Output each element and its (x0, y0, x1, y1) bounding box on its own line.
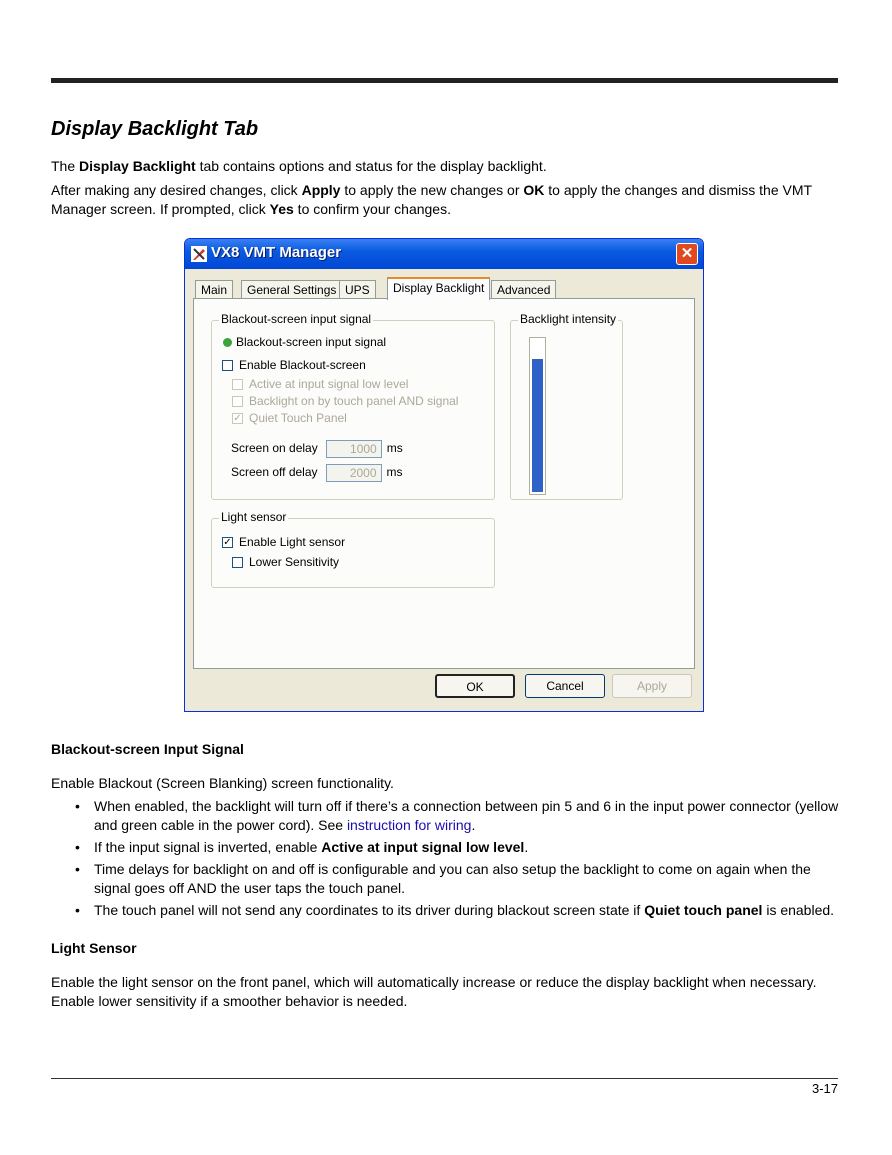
apply-button[interactable]: Apply (612, 674, 692, 698)
bottom-rule (51, 1078, 838, 1079)
page-number: 3-17 (811, 1081, 838, 1096)
tab-ups[interactable]: UPS (339, 280, 376, 299)
list-item: • The touch panel will not send any coordinates to its driver during blackout screen state if Quiet touch panel is enabled. (51, 901, 841, 920)
checkmark-icon: ✓ (233, 413, 242, 425)
blackout-bullet-list (51, 797, 841, 923)
lower-sensitivity-checkbox[interactable]: Lower Sensitivity (232, 555, 339, 569)
backlight-intensity-label: Backlight intensity (520, 312, 617, 326)
blackout-group-label: Blackout-screen input signal (221, 312, 372, 326)
screen-off-delay-row: Screen off delay 2000 ms (231, 465, 403, 480)
enable-blackout-checkbox[interactable]: Enable Blackout-screen (222, 358, 366, 372)
light-sensor-section-text: Enable the light sensor on the front panel, which will automatically increase or reduce the display backlight when necessary. Enable lower sensitivity if a smoother behavior is needed. (51, 974, 817, 1009)
window-title: VX8 VMT Manager (211, 244, 342, 261)
light-sensor-section-heading: Light Sensor (51, 940, 137, 956)
backlight-intensity-group (510, 312, 623, 500)
screen-on-delay-row: Screen on delay 1000 ms (231, 441, 403, 456)
blackout-group (211, 312, 495, 500)
active-low-checkbox[interactable]: Active at input signal low level (232, 377, 408, 391)
enable-light-sensor-checkbox[interactable]: ✓ Enable Light sensor (223, 535, 346, 549)
backlight-touch-checkbox[interactable]: Backlight on by touch panel AND signal (232, 394, 458, 408)
list-item: • If the input signal is inverted, enable Active at input signal low level. (51, 838, 841, 857)
backlight-intensity-fill (532, 359, 543, 492)
app-icon (191, 246, 207, 262)
checkmark-icon: ✓ (223, 537, 232, 549)
blackout-section-text: Enable Blackout (Screen Blanking) screen functionality. (51, 775, 394, 791)
list-item: • Time delays for backlight on and off is configurable and you can also setup the backlight to come on again when the signal goes off AND the user taps the touch panel. (51, 860, 841, 898)
tab-advanced[interactable]: Advanced (491, 280, 556, 299)
blackout-section-heading: Blackout-screen Input Signal (51, 741, 244, 757)
close-button[interactable] (676, 243, 698, 265)
light-sensor-label: Light sensor (221, 510, 287, 524)
tab-panel (193, 298, 695, 669)
quiet-touch-checkbox[interactable]: ✓ Quiet Touch Panel (233, 411, 347, 425)
status-led-icon (223, 338, 232, 347)
ok-button[interactable]: OK (435, 674, 515, 698)
close-icon: ✕ (680, 245, 694, 262)
tab-general-settings[interactable]: General Settings (241, 280, 342, 299)
intro-paragraph-2: After making any desired changes, click Apply to apply the new changes or OK to apply the changes and dismiss the VMT Manager screen. If prompted, click Yes to confirm your changes. (51, 182, 812, 217)
checkbox-icon (232, 557, 243, 568)
vmt-manager-window (184, 238, 704, 712)
top-rule (51, 78, 838, 83)
page-title: Display Backlight Tab (51, 118, 259, 140)
screen-on-delay-input[interactable]: 1000 (326, 440, 382, 458)
title-bar[interactable] (185, 239, 703, 269)
wiring-instruction-link[interactable]: instruction for wiring (346, 817, 472, 833)
blackout-indicator: Blackout-screen input signal (223, 335, 386, 349)
list-item: • When enabled, the backlight will turn off if there’s a connection between pin 5 and 6 in the input power connector (yellow and green cable in the power cord). See instruction for wiring. (51, 797, 841, 835)
tab-display-backlight[interactable]: Display Backlight (387, 277, 490, 300)
light-sensor-group (211, 510, 495, 588)
checkbox-icon (222, 360, 233, 371)
screen-off-delay-input[interactable]: 2000 (326, 464, 382, 482)
intro-paragraph-1: The Display Backlight tab contains options and status for the display backlight. (51, 158, 547, 174)
checkbox-icon (232, 396, 243, 407)
checkbox-icon (232, 379, 243, 390)
cancel-button[interactable]: Cancel (525, 674, 605, 698)
tab-main[interactable]: Main (195, 280, 233, 299)
backlight-intensity-meter (529, 337, 546, 495)
